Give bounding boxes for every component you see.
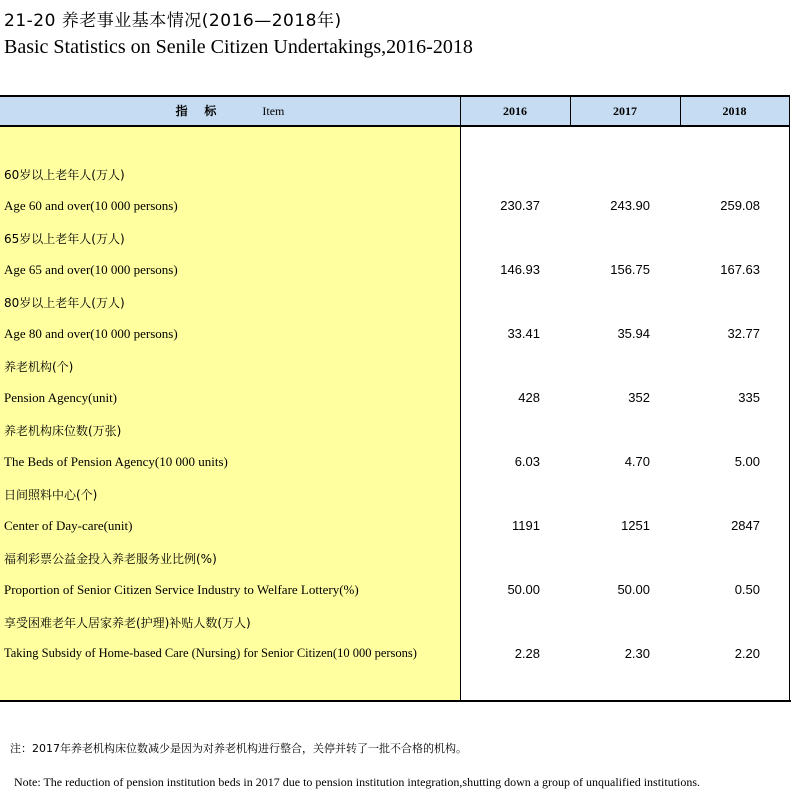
header-item-cn: 指 标 [175,104,217,118]
label-column-divider [460,127,461,701]
header-year-2017: 2017 [613,104,637,118]
cell-2017: 35.94 [617,326,650,341]
cell-2017: 352 [628,390,650,405]
cell-2017: 2.30 [624,646,650,661]
header-divider [570,97,571,125]
header-item [0,97,460,125]
row-label-en: Age 65 and over(10 000 persons) [4,262,178,277]
cell-2017: 243.90 [610,198,650,213]
header-year-2016: 2016 [503,104,527,118]
row-label-en: Taking Subsidy of Home-based Care (Nursing) for Senior Citizen(10 000 persons) [4,646,417,660]
row-label-cn: 60岁以上老年人(万人) [4,168,125,182]
header-divider [460,97,461,125]
cell-2016: 6.03 [514,454,540,469]
table-bottom-border [0,700,791,702]
cell-2016: 146.93 [500,262,540,277]
row-label-cn: 福利彩票公益金投入养老服务业比例(%) [4,552,217,566]
cell-2016: 2.28 [514,646,540,661]
page-title-en: Basic Statistics on Senile Citizen Undertakings,2016-2018 [4,36,473,58]
row-label-en: Pension Agency(unit) [4,390,118,405]
cell-2018: 0.50 [734,582,760,597]
cell-2017: 50.00 [617,582,650,597]
row-label-cn: 养老机构床位数(万张) [4,424,122,438]
note-en: Note: The reduction of pension institution beds in 2017 due to pension institution integration,shutting down a group of unqualified institutions. [14,775,701,789]
cell-2018: 2.20 [734,646,760,661]
row-label-en: Age 80 and over(10 000 persons) [4,326,178,341]
cell-2018: 2847 [731,518,760,533]
cell-2016: 428 [518,390,540,405]
cell-2016: 230.37 [500,198,540,213]
cell-2017: 4.70 [624,454,650,469]
cell-2016: 1191 [512,518,540,533]
row-label-en: Age 60 and over(10 000 persons) [4,198,178,213]
row-label-cn: 65岁以上老年人(万人) [4,232,125,246]
cell-2018: 5.00 [734,454,760,469]
cell-2016: 50.00 [507,582,540,597]
row-label-en: The Beds of Pension Agency(10 000 units) [4,454,228,469]
cell-2017: 1251 [621,518,650,533]
header-divider [680,97,681,125]
header-item-en: Item [262,104,285,118]
cell-2017: 156.75 [610,262,650,277]
table-header [0,95,789,127]
cell-2018: 259.08 [720,198,760,213]
row-label-cn: 日间照料中心(个) [4,488,98,502]
row-label-cn: 养老机构(个) [4,360,74,374]
cell-2018: 32.77 [727,326,760,341]
cell-2018: 335 [738,390,760,405]
row-label-cn: 80岁以上老年人(万人) [4,296,125,310]
table-right-border [789,95,790,701]
page-title-cn: 21-20 养老事业基本情况(2016—2018年) [4,11,342,31]
row-label-en: Center of Day-care(unit) [4,518,133,533]
header-year-2018: 2018 [722,104,747,118]
note-cn: 注：2017年养老机构床位数减少是因为对养老机构进行整合，关停并转了一批不合格的机构。 [10,742,467,755]
cell-2018: 167.63 [720,262,760,277]
row-label-cn: 享受困难老年人居家养老(护理)补贴人数(万人) [4,616,251,630]
cell-2016: 33.41 [507,326,540,341]
row-label-en: Proportion of Senior Citizen Service Industry to Welfare Lottery(%) [4,582,359,597]
